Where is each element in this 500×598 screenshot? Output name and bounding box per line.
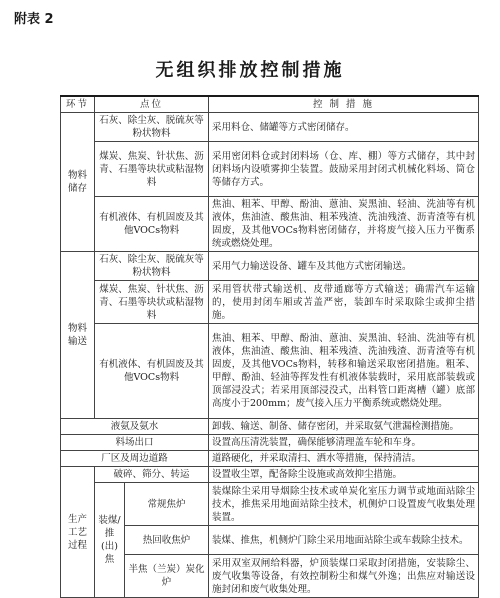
header-point: 点位: [95, 96, 209, 113]
header-measures: 控 制 措 施: [209, 96, 479, 113]
header-section: 环节: [61, 96, 95, 113]
point-cell: 石灰、除尘灰、脱硫灰等粉状物料: [95, 252, 209, 281]
point-cell: 半焦（兰炭）炭化炉: [125, 555, 209, 598]
point-cell: 煤炭、焦炭、针状焦、沥青、石墨等块状或粘湿物料: [95, 142, 209, 197]
point-cell: 煤炭、焦炭、针状焦、沥青、石墨等块状或粘湿物料: [95, 281, 209, 324]
point-cell: 有机液体、有机固废及其他VOCs物料: [95, 324, 209, 419]
measure-cell: 装煤、推焦，机侧炉门除尘采用地面站除尘或车载除尘技术。: [209, 526, 479, 555]
measure-cell: 道路硬化，并采取清扫、洒水等措施，保持清洁。: [209, 451, 479, 467]
subcategory-coking: 装煤/推(出)焦: [95, 483, 125, 598]
measure-cell: 卸载、输送、制备、储存密闭，并采取氨气泄漏检测措施。: [209, 419, 479, 435]
measure-cell: 设置高压清洗装置，确保能够清理盖车轮和车身。: [209, 435, 479, 451]
document-title: 无组织排放控制措施: [155, 60, 345, 81]
control-measures-table: [60, 95, 479, 598]
point-cell: 有机液体、有机固废及其他VOCs物料: [95, 197, 209, 252]
table-row: [61, 483, 479, 526]
point-cell: 料场出口: [61, 435, 209, 451]
table-row: [61, 142, 479, 197]
table-row: [61, 113, 479, 142]
category-process: 生产工艺过程: [61, 467, 95, 598]
measure-cell: 装煤除尘采用导烟除尘技术或单炭化室压力调节或地面站除尘技术，推焦采用地面站除尘技术，机侧炉口设置废气收集处理装置。: [209, 483, 479, 526]
table-row: [61, 281, 479, 324]
measure-cell: 设置收尘罩，配备除尘设施或高效抑尘措施。: [209, 467, 479, 483]
table-header-row: [61, 96, 479, 113]
point-cell: 常规焦炉: [125, 483, 209, 526]
measure-cell: 焦油、粗苯、甲醇、酚油、蒽油、炭黑油、轻油、洗油等有机液体，焦油渣、酸焦油、粗苯残渣、洗油残渣、沥青渣等有机固废，及其他VOCs物料密闭储存，并将废气接入压力平衡系统或燃烧处理。: [209, 197, 479, 252]
measure-cell: 采用密闭料仓或封闭料场（仓、库、棚）等方式储存，其中封闭料场内设喷雾抑尘装置。鼓励采用封闭式机械化料场、筒仓等储存方式。: [209, 142, 479, 197]
table-row: [61, 435, 479, 451]
table-row: [61, 252, 479, 281]
measure-cell: 采用料仓、储罐等方式密闭储存。: [209, 113, 479, 142]
table-row: [61, 324, 479, 419]
table-row: [61, 467, 479, 483]
table-row: [61, 197, 479, 252]
appendix-label: 附表 2: [14, 12, 54, 27]
category-storage: 物料储存: [61, 113, 95, 252]
table-row: [61, 451, 479, 467]
measure-cell: 采用管状带式输送机、皮带通廊等方式输送；确需汽车运输的，使用封闭车厢或苫盖严密，装卸车时采取除尘或抑尘措施。: [209, 281, 479, 324]
point-cell: 破碎、筛分、转运: [95, 467, 209, 483]
point-cell: 液氨及氨水: [61, 419, 209, 435]
table-row: [61, 419, 479, 435]
point-cell: 热回收焦炉: [125, 526, 209, 555]
category-transport: 物料输送: [61, 252, 95, 419]
measure-cell: 焦油、粗苯、甲醇、酚油、蒽油、炭黑油、轻油、洗油等有机液体，焦油渣、酸焦油、粗苯残渣、洗油残渣、沥青渣等有机固废，及其他VOCs物料，转移和输送采取密闭措施。粗苯、甲醇、酚油、轻油等挥发性有机液体装载时，采用底部装载或顶部浸没式；若采用顶部浸没式，出料管口距离槽（罐）底部高度小于200mm；废气接入压力平衡系统或燃烧处理。: [209, 324, 479, 419]
point-cell: 石灰、除尘灰、脱硫灰等粉状物料: [95, 113, 209, 142]
measure-cell: 采用气力输送设备、罐车及其他方式密闭输送。: [209, 252, 479, 281]
point-cell: 厂区及周边道路: [61, 451, 209, 467]
measure-cell: 采用双室双闸给料器，炉顶装煤口采取封闭措施，安装除尘、废气收集等设备，有效控制粉尘和煤气外逸；出焦应对输送设施封闭和废气收集处理。: [209, 555, 479, 598]
